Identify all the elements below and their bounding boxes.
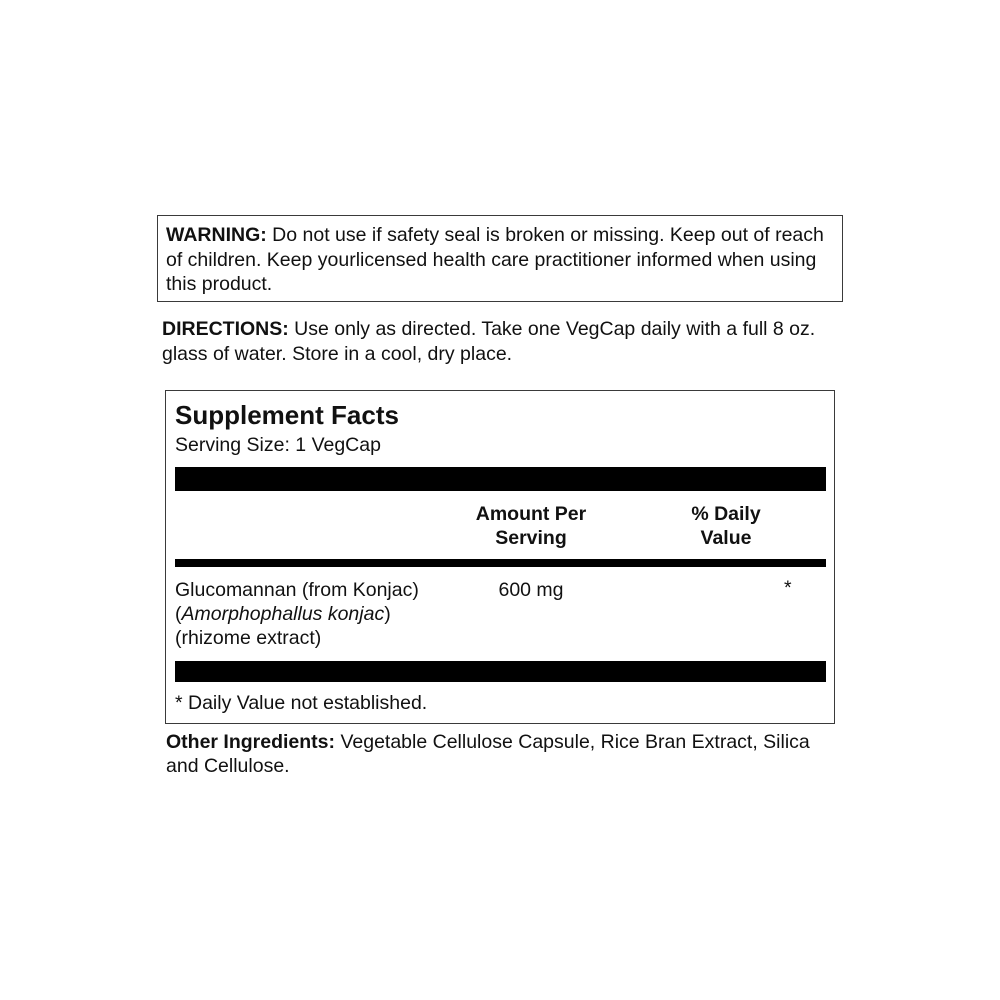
column-header-amount-line2: Serving — [495, 527, 567, 549]
directions-text: Use only as directed. Take one VegCap daily with a full 8 oz. glass of water. Store in a cool, dry place. — [162, 318, 816, 365]
serving-size: Serving Size: 1 VegCap — [175, 434, 381, 456]
divider-bar-bottom — [175, 661, 826, 682]
divider-bar-top — [175, 467, 826, 491]
column-header-amount-line1: Amount Per — [475, 503, 587, 525]
supplement-facts-panel — [165, 390, 835, 724]
divider-bar-thin — [175, 559, 826, 567]
warning-text: Do not use if safety seal is broken or missing. Keep out of reach of children. Keep yourlicensed health care practitioner informed when using this product. — [166, 224, 824, 295]
warning-label: WARNING: — [166, 224, 267, 246]
ingredient-daily-value: * — [784, 577, 792, 599]
ingredient-name — [175, 578, 445, 650]
other-ingredients — [166, 730, 826, 778]
column-header-dv-line2: Value — [700, 527, 752, 549]
ingredient-name-part2: ) (rhizome extract) — [175, 603, 391, 649]
directions-label: DIRECTIONS: — [162, 318, 289, 340]
directions — [162, 317, 842, 367]
warning-box — [157, 215, 843, 302]
column-header-amount — [446, 502, 616, 550]
column-header-daily-value — [661, 502, 791, 550]
ingredient-amount: 600 mg — [498, 579, 564, 601]
ingredient-latin-name: Amorphophallus konjac — [181, 603, 385, 625]
footnote: * Daily Value not established. — [175, 692, 428, 714]
column-header-dv-line1: % Daily — [691, 503, 761, 525]
facts-title: Supplement Facts — [175, 400, 399, 430]
other-ingredients-text: Vegetable Cellulose Capsule, Rice Bran Extract, Silica and Cellulose. — [166, 731, 810, 777]
other-ingredients-label: Other Ingredients: — [166, 731, 336, 753]
ingredient-name-part1: Glucomannan (from Konjac) ( — [175, 579, 419, 625]
